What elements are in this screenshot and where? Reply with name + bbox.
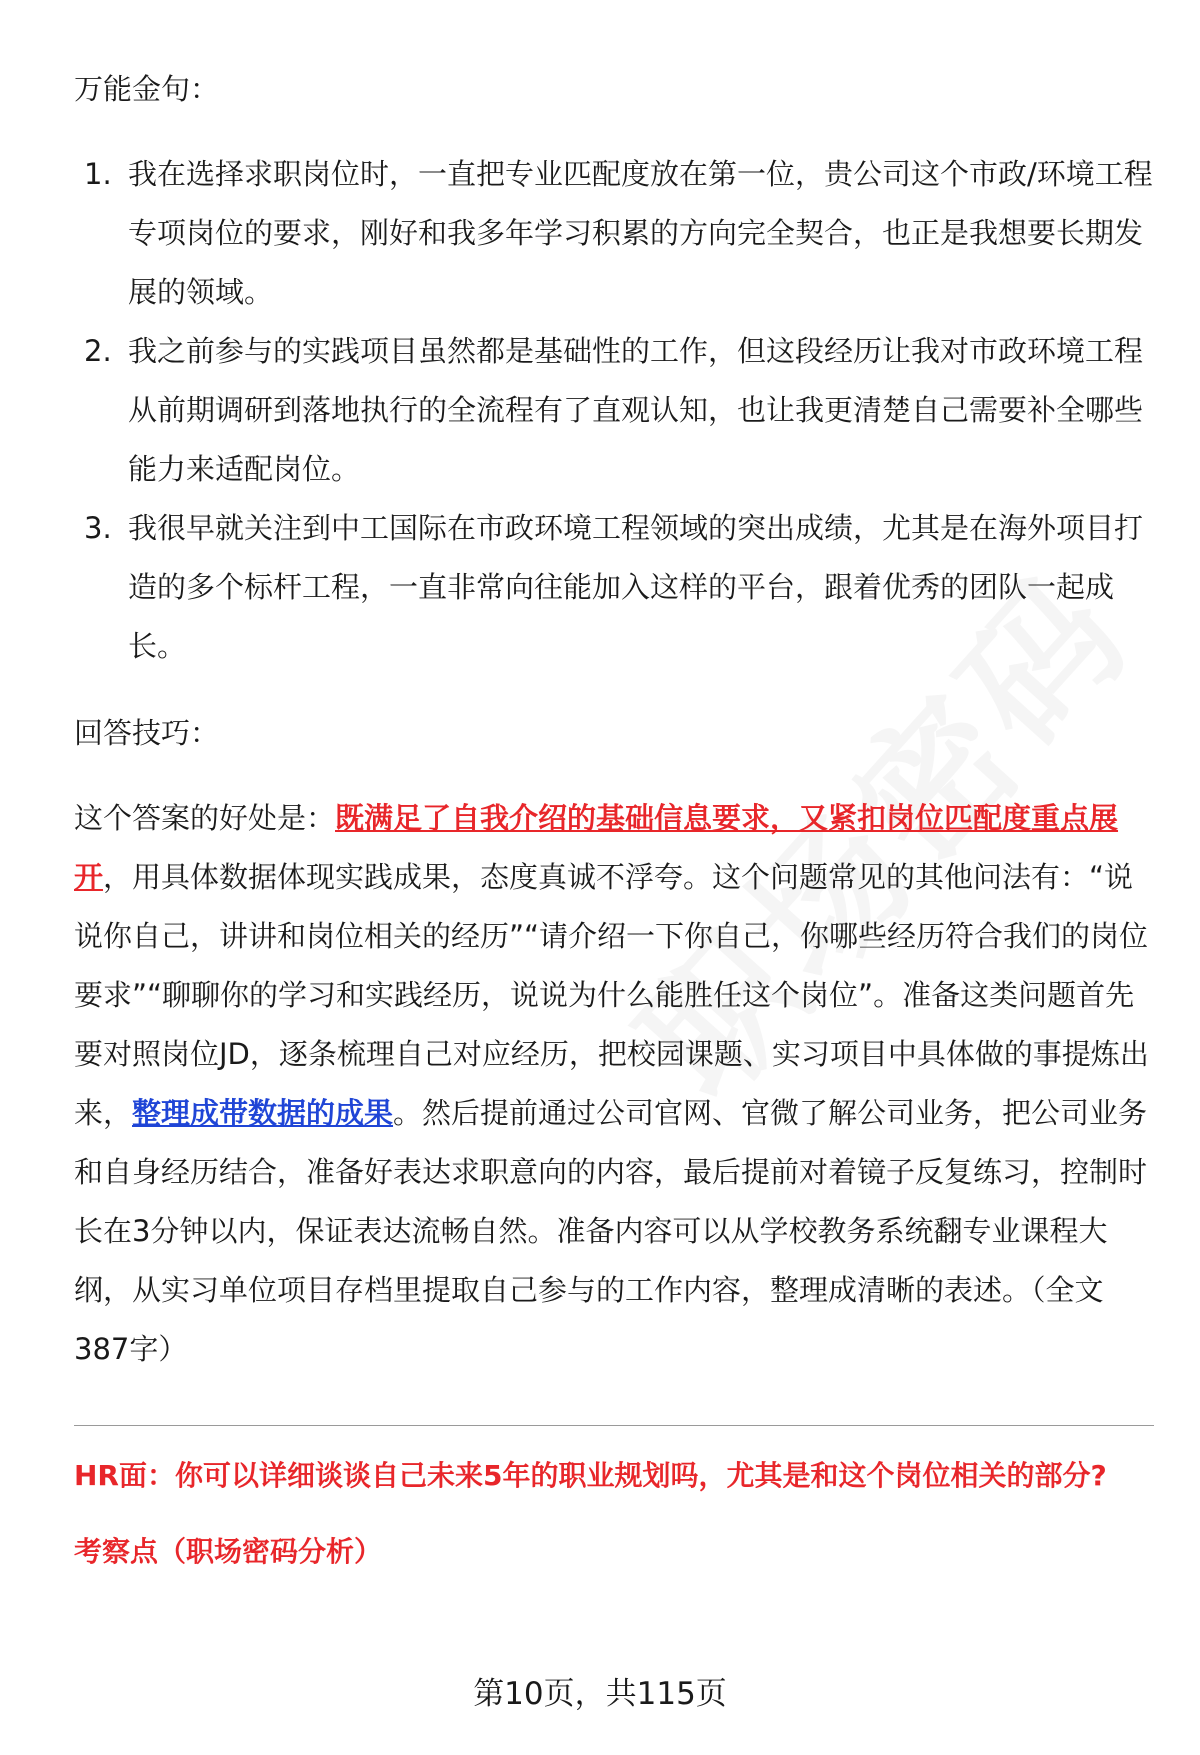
list-item-text: 我很早就关注到中工国际在市政环境工程领域的突出成绩，尤其是在海外项目打造的多个标杆工程，一直非常向往能加入这样的平台，跟着优秀的团队一起成长。	[128, 511, 1144, 663]
content	[74, 60, 1154, 1572]
tips-text-part1: 这个答案的好处是：	[74, 801, 336, 835]
phrases-list	[74, 145, 1154, 676]
list-item-number: 3.	[84, 511, 112, 545]
tips-paragraph	[74, 789, 1154, 1379]
phrases-heading: 万能金句：	[74, 72, 220, 106]
tips-heading: 回答技巧：	[74, 716, 220, 750]
tips-text-part2: ，用具体数据体现实践成果，态度真诚不浮夸。这个问题常见的其他问法有：“说说你自己，讲讲和岗位相关的经历”“请介绍一下你自己，你哪些经历符合我们的岗位要求”“聊聊你的学习和实践经历，说说为什么能胜任这个岗位”。准备这类问题首先要对照岗位JD，逐条梳理自己对应经历，把校园课题、实习项目中具体做的事提炼出来，	[74, 860, 1149, 1130]
list-item	[74, 499, 1154, 676]
list-item-text: 我之前参与的实践项目虽然都是基础性的工作，但这段经历让我对市政环境工程从前期调研到落地执行的全流程有了直观认知，也让我更清楚自己需要补全哪些能力来适配岗位。	[128, 334, 1144, 486]
section-divider	[74, 1425, 1154, 1426]
exam-point-heading: 考察点（职场密码分析）	[74, 1535, 383, 1568]
list-item-text: 我在选择求职岗位时，一直把专业匹配度放在第一位，贵公司这个市政/环境工程专项岗位的要求，刚好和我多年学习积累的方向完全契合，也正是我想要长期发展的领域。	[128, 157, 1153, 309]
list-item	[74, 322, 1154, 499]
tips-text-part3: 。然后提前通过公司官网、官微了解公司业务，把公司业务和自身经历结合，准备好表达求职意向的内容，最后提前对着镜子反复练习，控制时长在3分钟以内，保证表达流畅自然。准备内容可以从学校教务系统翻专业课程大纲，从实习单位项目存档里提取自己参与的工作内容，整理成清晰的表述。（全文387字）	[74, 1096, 1148, 1366]
page-footer: 第10页，共115页	[473, 1676, 727, 1712]
list-item-number: 1.	[84, 157, 112, 191]
tips-highlight-blue: 整理成带数据的成果	[132, 1096, 394, 1130]
list-item	[74, 145, 1154, 322]
hr-question: HR面：你可以详细谈谈自己未来5年的职业规划吗，尤其是和这个岗位相关的部分?	[74, 1459, 1107, 1492]
tips-highlight-red: 既满足了自我介绍的基础信息要求，又紧扣岗位匹配度重点展开	[74, 801, 1119, 894]
list-item-number: 2.	[84, 334, 112, 368]
